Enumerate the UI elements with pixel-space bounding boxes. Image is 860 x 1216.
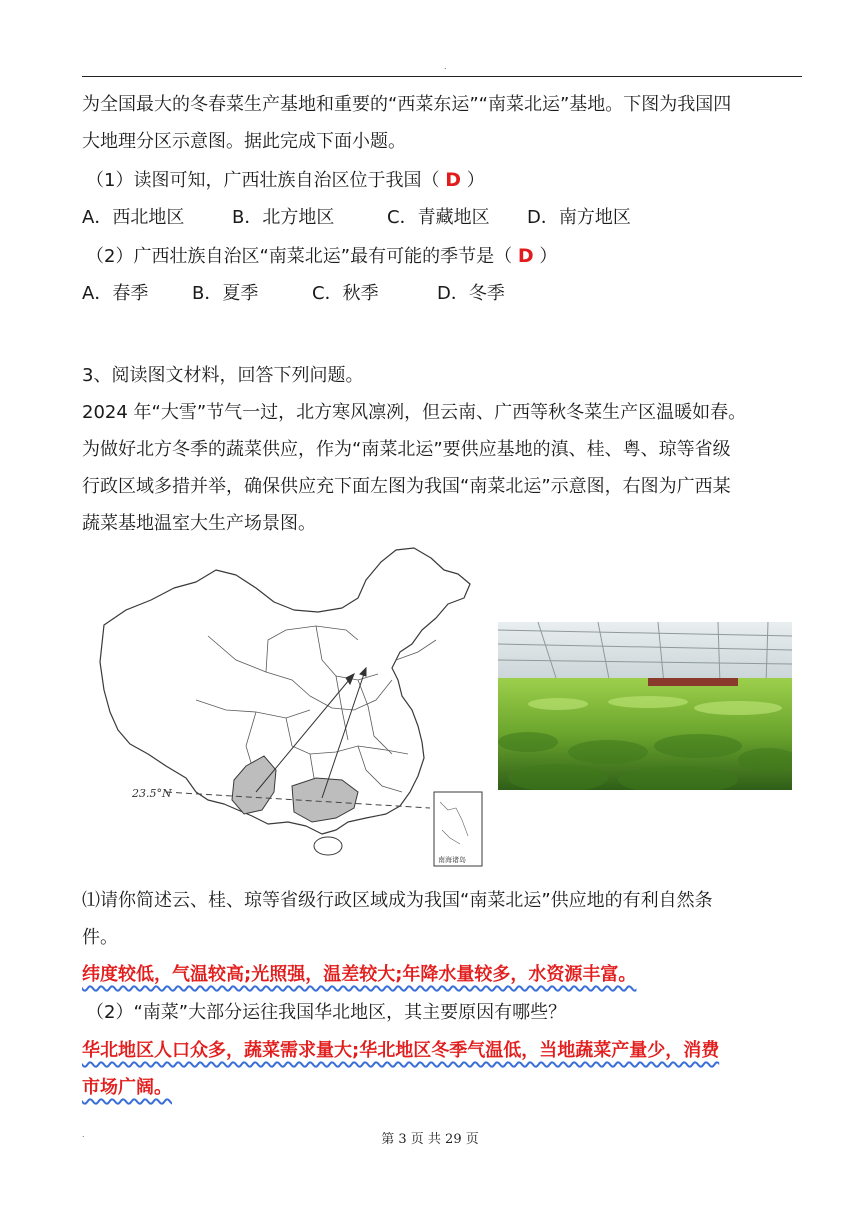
intro-line-2: 大地理分区示意图。据此完成下面小题。	[82, 131, 406, 152]
answer-text: 纬度较低，气温较高;光照强，温差较大;年降水量较多，水资源丰富。	[82, 964, 637, 985]
options-2-2	[82, 281, 505, 307]
question-close: ）	[466, 170, 485, 191]
question-3-para-4: 蔬菜基地温室大生产场景图。	[82, 513, 316, 534]
options-2-1	[82, 205, 631, 231]
sub-question-2-answer	[82, 1038, 719, 1064]
header-rule	[82, 76, 802, 77]
question-2-1	[86, 167, 485, 194]
answer-mark: D	[445, 169, 461, 191]
greenhouse-photo	[498, 622, 792, 790]
intro-line-1: 为全国最大的冬春菜生产基地和重要的“西菜东运”“南菜北运”基地。下图为我国四	[82, 94, 732, 115]
answer-text: 市场广阔。	[82, 1077, 172, 1098]
question-3-para-2: 为做好北方冬季的蔬菜供应，作为“南菜北运”要供应基地的滇、桂、粤、琼等省级	[82, 439, 731, 460]
question-stem: （2）广西壮族自治区“南菜北运”最有可能的季节是（	[86, 246, 513, 267]
option-a: A．春季	[82, 283, 149, 304]
question-stem: （1）读图可知，广西壮族自治区位于我国（	[86, 170, 440, 191]
option-c: C．秋季	[312, 283, 379, 304]
hainan-island	[314, 837, 342, 855]
question-3-para-3: 行政区域多措并举，确保供应充下面左图为我国“南菜北运”示意图，右图为广西某	[82, 476, 731, 497]
page-number: 第 3 页 共 29 页	[381, 1132, 479, 1147]
option-b: B．夏季	[192, 283, 259, 304]
option-d: D．南方地区	[527, 207, 631, 228]
question-3-para-1: 2024 年“大雪”节气一过，北方寒风凛冽，但云南、广西等秋冬菜生产区温暖如春。	[82, 402, 747, 423]
tropic-label: 23.5°N	[132, 787, 172, 800]
question-3-title: 3、阅读图文材料，回答下列问题。	[82, 365, 364, 386]
china-map-figure	[96, 540, 486, 870]
inset-label: 南海诸岛	[438, 856, 466, 864]
option-c: C．青藏地区	[387, 207, 490, 228]
sub-question-1: ⑴请你简述云、桂、琼等省级行政区域成为我国“南菜北运”供应地的有利自然条	[82, 890, 713, 911]
red-crop-row	[648, 678, 738, 686]
answer-mark: D	[517, 245, 534, 267]
sub-question-1-cont: 件。	[82, 927, 118, 948]
option-a: A．西北地区	[82, 207, 185, 228]
option-b: B．北方地区	[232, 207, 335, 228]
footer-mark: .	[82, 1130, 85, 1139]
header-mark: .	[444, 62, 447, 71]
sub-question-2: （2）“南菜”大部分运往我国华北地区，其主要原因有哪些？	[86, 1002, 567, 1023]
option-d: D．冬季	[437, 283, 505, 304]
sub-question-1-answer	[82, 962, 636, 988]
question-2-2	[86, 243, 557, 270]
sub-question-2-answer-cont	[82, 1075, 172, 1101]
answer-text: 华北地区人口众多，蔬菜需求量大;华北地区冬季气温低，当地蔬菜产量少，消费	[82, 1040, 720, 1061]
question-close: ）	[539, 246, 558, 267]
